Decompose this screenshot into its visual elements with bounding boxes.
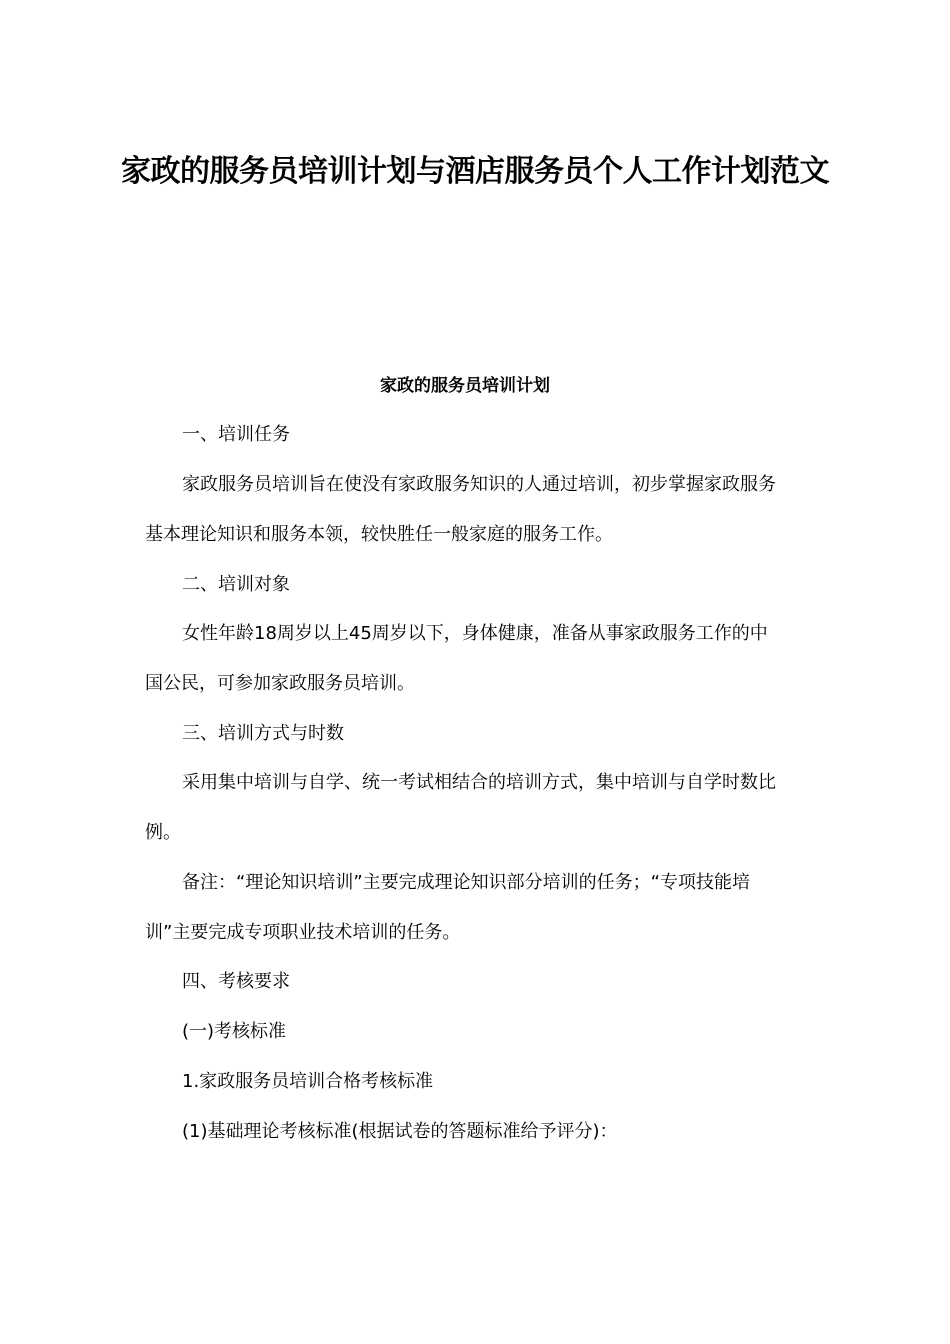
subheading-assessment-standard: (一)考核标准 xyxy=(182,1021,287,1042)
heading-training-target: 二、培训对象 xyxy=(182,574,290,595)
list-item-qualification-standard: 1.家政服务员培训合格考核标准 xyxy=(182,1071,434,1092)
heading-training-method: 三、培训方式与时数 xyxy=(182,723,344,744)
paragraph-training-task: 家政服务员培训旨在使没有家政服务知识的人通过培训，初步掌握家政服务基本理论知识和服务本领，较快胜任一般家庭的服务工作。 xyxy=(145,474,776,545)
heading-assessment-requirements: 四、考核要求 xyxy=(182,971,290,992)
document-title: 家政的服务员培训计划与酒店服务员个人工作计划范文 xyxy=(121,154,829,189)
section-title: 家政的服务员培训计划 xyxy=(380,376,550,396)
list-item-theory-standard: (1)基础理论考核标准(根据试卷的答题标准给予评分)： xyxy=(182,1121,618,1142)
paragraph-training-target: 女性年龄18周岁以上45周岁以下，身体健康，准备从事家政服务工作的中国公民，可参加家政服务员培训。 xyxy=(145,623,768,694)
heading-training-task: 一、培训任务 xyxy=(182,424,290,445)
paragraph-remark: 备注：“理论知识培训”主要完成理论知识部分培训的任务；“专项技能培训”主要完成专项职业技术培训的任务。 xyxy=(145,872,750,943)
paragraph-training-method: 采用集中培训与自学、统一考试相结合的培训方式，集中培训与自学时数比例。 xyxy=(145,772,776,843)
